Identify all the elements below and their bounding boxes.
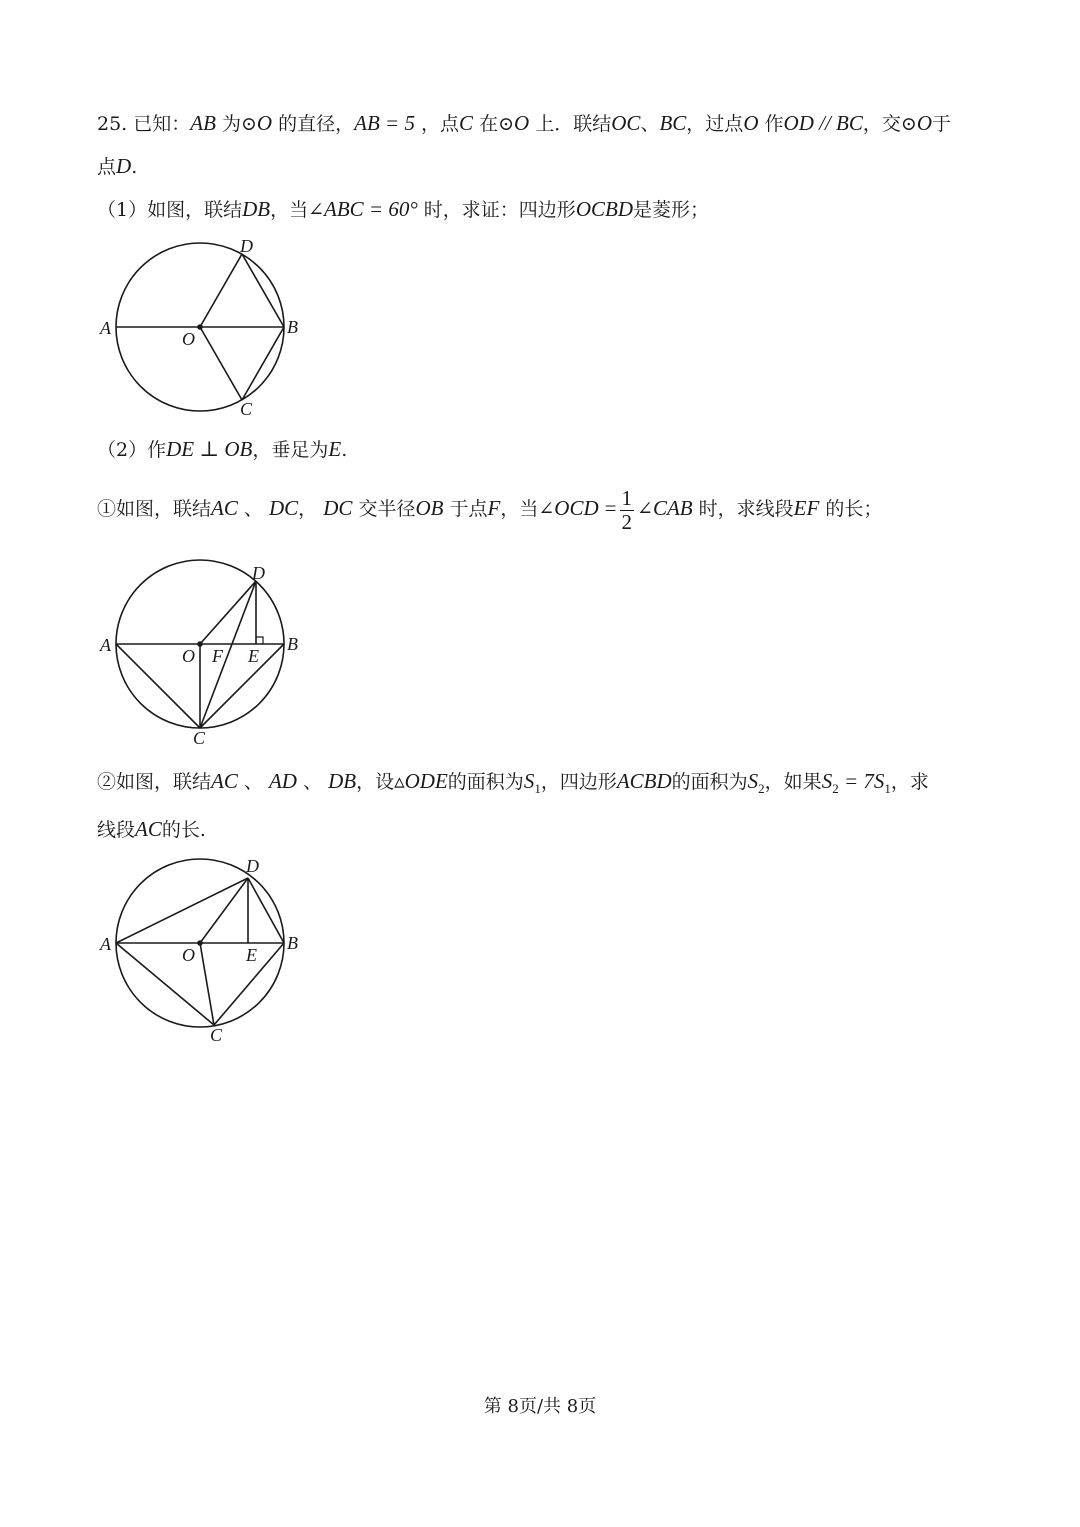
math: S (747, 769, 759, 793)
math: DC (268, 496, 299, 521)
problem-number: 25. (97, 113, 128, 135)
part-1-text (97, 199, 709, 220)
math: O (916, 111, 932, 135)
figure-2 (100, 560, 300, 750)
label-d: D (240, 236, 253, 256)
center-dot (197, 641, 203, 647)
math: EF (793, 496, 820, 521)
segment-oc (200, 943, 214, 1025)
text: 、 (243, 498, 263, 521)
math: BC (659, 111, 687, 135)
text: ，点 (421, 113, 460, 135)
part-2-2-text (97, 771, 929, 795)
math: E (328, 437, 342, 461)
segment-db (242, 254, 284, 327)
text: ，当∠ (270, 199, 325, 221)
math: O (514, 111, 530, 135)
math: AB (190, 111, 216, 135)
figure-1 (100, 236, 300, 426)
label-d: D (252, 563, 265, 583)
text: 的面积为 (447, 771, 524, 793)
part-2-text (97, 439, 347, 460)
text: 上．联结 (535, 113, 612, 135)
math: OC (611, 111, 641, 135)
part-2-2-text-cont (97, 819, 206, 840)
problem-line-2 (97, 156, 137, 177)
label-b: B (287, 634, 298, 654)
text: ，过点 (686, 113, 744, 135)
denominator: 2 (621, 510, 633, 535)
text: 点 (97, 156, 117, 178)
segment-od (200, 878, 248, 943)
text: 为⊙ (221, 113, 257, 135)
math: AC (211, 769, 238, 793)
subscript: 1 (534, 781, 541, 797)
text: ，垂足为 (252, 439, 329, 461)
math: ACBD (616, 769, 672, 793)
math: D (116, 154, 132, 178)
text: ∠ (637, 498, 653, 521)
math: O (256, 111, 273, 135)
math: AB = 5 (354, 111, 415, 135)
label-a: A (100, 934, 111, 954)
segment-cb (242, 327, 284, 400)
math: AC (211, 496, 238, 521)
math: O (743, 111, 759, 135)
label-c: C (193, 728, 206, 748)
text: 作 (764, 113, 784, 135)
text: 于 (931, 113, 951, 135)
math: ▵ODE (394, 769, 448, 793)
label-a: A (100, 635, 111, 655)
right-angle-mark (256, 637, 263, 644)
numerator: 1 (621, 486, 633, 510)
segment-od (200, 581, 256, 644)
label-e: E (246, 945, 257, 965)
math: DB (328, 769, 357, 793)
text: 线段 (97, 819, 136, 841)
center-dot (197, 940, 203, 946)
math-s2 (747, 769, 765, 797)
text: ，如果 (764, 771, 822, 793)
text: ，交⊙ (862, 113, 917, 135)
text: ①如图，联结 (97, 498, 212, 521)
label-o: O (182, 945, 195, 965)
math: CAB (652, 496, 693, 521)
math: S (523, 769, 535, 793)
text: 时，求证：四边形 (423, 199, 576, 221)
math: OB (415, 496, 444, 521)
segment-db (248, 878, 284, 943)
page-footer: 第 8页/共 8页 (483, 1396, 597, 1417)
text: （2）作 (97, 439, 167, 461)
math: AD (268, 769, 297, 793)
text: . (341, 439, 348, 461)
center-dot (197, 324, 203, 330)
text: 时，求线段 (698, 498, 794, 521)
label-e: E (248, 646, 259, 666)
subscript: 2 (832, 781, 839, 797)
text: 、 (303, 771, 323, 793)
text: 、 (243, 771, 263, 793)
label-o: O (182, 329, 195, 349)
math: DB (242, 197, 271, 221)
label-a: A (100, 318, 111, 338)
fraction-one-half (620, 487, 635, 533)
math: C (459, 111, 474, 135)
math: = 7S (838, 769, 885, 793)
text: ②如图，联结 (97, 771, 212, 793)
text: 的直径， (278, 113, 355, 135)
math: DE ⊥ OB (166, 437, 253, 461)
text: 是菱形； (632, 199, 709, 221)
label-c: C (210, 1025, 223, 1045)
math: OCBD (575, 197, 633, 221)
segment-od (200, 254, 242, 327)
text: ， (298, 498, 318, 521)
math: AC (135, 817, 162, 841)
problem-line-1 (97, 113, 951, 134)
label-b: B (287, 933, 298, 953)
text: 的长. (161, 819, 206, 841)
text: ，求 (890, 771, 929, 793)
math: S (821, 769, 833, 793)
math: F (487, 496, 501, 521)
text: 在⊙ (479, 113, 515, 135)
label-b: B (287, 317, 298, 337)
text: 已知： (133, 113, 191, 135)
part-2-1-text (97, 487, 882, 533)
math: OCD (554, 496, 599, 521)
subscript: 1 (884, 781, 891, 797)
text: . (131, 156, 138, 178)
math-equation (821, 769, 891, 797)
math: DC (323, 496, 353, 521)
text: ，设 (356, 771, 395, 793)
label-o: O (182, 646, 195, 666)
math: = (604, 496, 617, 521)
text: 交半径 (358, 498, 416, 521)
text: 、 (640, 113, 660, 135)
math-s1 (523, 769, 541, 797)
label-c: C (240, 399, 253, 419)
label-f: F (212, 646, 223, 666)
math: OD // BC (783, 111, 863, 135)
text: ，四边形 (540, 771, 617, 793)
segment-ac (116, 943, 214, 1025)
text: 的长； (825, 498, 883, 521)
segment-oc (200, 327, 242, 400)
text: ，当∠ (500, 498, 555, 521)
figure-3 (100, 857, 300, 1047)
subscript: 2 (758, 781, 765, 797)
math: ABC = 60° (324, 197, 418, 221)
text: 的面积为 (671, 771, 748, 793)
text: 于点 (449, 498, 488, 521)
label-d: D (246, 856, 259, 876)
text: （1）如图，联结 (97, 199, 243, 221)
